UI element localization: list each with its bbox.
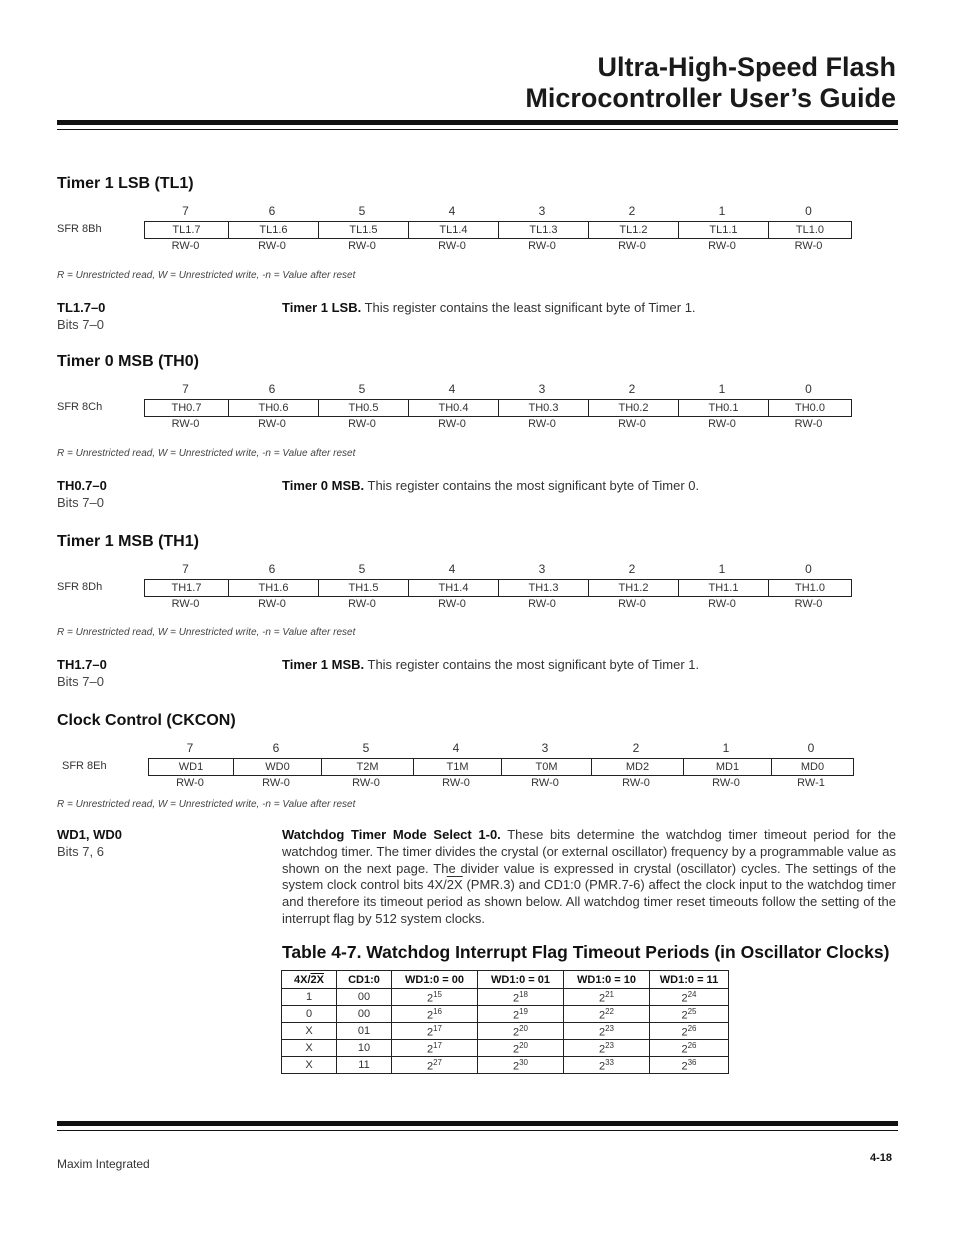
footer-rule-thin <box>57 1130 898 1131</box>
header-rule-thick <box>57 120 898 125</box>
reset-value: RW-0 <box>176 777 204 789</box>
power-base: 2 <box>426 1043 434 1056</box>
reset-value: RW-0 <box>708 418 736 430</box>
register-bit-cell: TH1.6 <box>228 580 318 596</box>
header-title-line1: Ultra-High-Speed Flash <box>597 52 896 82</box>
register-legend: R = Unrestricted read, W = Unrestricted write, -n = Value after reset <box>57 448 356 459</box>
power-base: 2 <box>681 1043 688 1056</box>
bit-number: 5 <box>358 562 366 576</box>
power-base: 2 <box>598 1043 606 1056</box>
bit-number: 5 <box>358 382 366 396</box>
bit-number: 3 <box>538 382 546 396</box>
field-name: TL1.7–0 <box>57 300 106 315</box>
cell-timeout <box>564 989 650 1006</box>
bit-number: 6 <box>268 562 276 576</box>
bit-number: 7 <box>182 382 189 396</box>
power-base: 2 <box>681 1009 688 1022</box>
register-bit-cell: TL1.2 <box>588 222 678 238</box>
header-4x-text: 4X/ <box>294 973 311 986</box>
power-exponent: 22 <box>605 1006 615 1016</box>
bit-number: 1 <box>718 562 726 576</box>
sfr-address: SFR 8Dh <box>57 581 103 593</box>
register-bit-cell: TL1.6 <box>228 222 318 238</box>
footer-rule-thick <box>57 1121 898 1126</box>
field-description-text: This register contains the most significant byte of Timer 0. <box>364 478 700 493</box>
register-reset-row <box>144 598 850 610</box>
field-name: WD1, WD0 <box>57 827 122 842</box>
bit-number: 3 <box>538 562 546 576</box>
reset-value: RW-0 <box>528 598 556 610</box>
power-base: 2 <box>512 992 520 1005</box>
field-description-text: This register contains the least significant byte of Timer 1. <box>361 300 696 315</box>
header-4x-overline: 2X <box>310 973 324 986</box>
reset-value: RW-0 <box>442 777 470 789</box>
power-base: 2 <box>426 992 434 1005</box>
watchdog-description-part1: These bits determine the watchdog timer timeout period for the watchdog timer. The timer divides the crystal (or external oscillator) frequency by a programmable value as shown on the next page. The divider value is expressed in crystal (oscillator) cycles. The settings of the system clock control bits 4X/ <box>282 827 896 893</box>
reset-value: RW-0 <box>794 418 823 430</box>
bit-number: 2 <box>628 382 636 396</box>
reset-value: RW-0 <box>258 240 286 252</box>
power-exponent: 19 <box>519 1006 529 1016</box>
cell-4x: 0 <box>282 1006 337 1023</box>
bit-number: 4 <box>448 562 456 576</box>
table-row <box>282 1040 729 1057</box>
register-bit-cell: TH0.2 <box>588 400 678 416</box>
reset-value: RW-0 <box>438 418 466 430</box>
power-exponent: 18 <box>519 989 529 999</box>
cell-timeout <box>650 989 729 1006</box>
cell-4x: X <box>282 1040 337 1057</box>
power-exponent: 27 <box>433 1057 443 1067</box>
bit-number: 3 <box>538 204 546 218</box>
register-bit-cell: TH0.1 <box>678 400 768 416</box>
bit-number: 2 <box>632 741 640 755</box>
field-bits: Bits 7–0 <box>57 674 104 689</box>
register-legend: R = Unrestricted read, W = Unrestricted write, -n = Value after reset <box>57 799 356 810</box>
cell-timeout <box>478 1006 564 1023</box>
register-bit-cell: MD2 <box>591 759 683 775</box>
table-header-wd10: WD1:0 = 10 <box>564 971 650 989</box>
register-bit-cell: TH1.4 <box>408 580 498 596</box>
reset-value: RW-0 <box>438 240 466 252</box>
cell-timeout <box>478 1040 564 1057</box>
cell-timeout <box>392 1023 478 1040</box>
bit-number: 6 <box>268 382 276 396</box>
register-bit-cell: TH0.6 <box>228 400 318 416</box>
reset-value: RW-0 <box>618 598 646 610</box>
section-title: Timer 1 MSB (TH1) <box>57 533 199 550</box>
power-exponent: 16 <box>433 1006 443 1016</box>
field-description-heading: Timer 1 MSB. <box>282 657 365 672</box>
reset-value: RW-0 <box>352 777 380 789</box>
watchdog-timeout-table <box>281 970 729 1074</box>
table-header-cd: CD1:0 <box>337 971 392 989</box>
section-title: Clock Control (CKCON) <box>57 712 236 729</box>
bit-number: 5 <box>358 204 366 218</box>
table-header-wd00: WD1:0 = 00 <box>392 971 478 989</box>
register-bit-cell: TH0.4 <box>408 400 498 416</box>
reset-value: RW-0 <box>618 240 646 252</box>
register-bit-cell: TH1.7 <box>171 582 202 594</box>
cell-timeout <box>650 1040 729 1057</box>
field-description-text: This register contains the most significant byte of Timer 1. <box>364 657 700 672</box>
register-bit-cell: TL1.7 <box>172 224 201 236</box>
cell-4x: X <box>282 1023 337 1040</box>
cell-cd: 00 <box>337 989 392 1006</box>
power-exponent: 25 <box>687 1006 697 1016</box>
power-base: 2 <box>512 1060 520 1073</box>
cell-cd: 11 <box>337 1057 392 1074</box>
reset-value: RW-0 <box>171 418 200 430</box>
field-bits: Bits 7–0 <box>57 317 104 332</box>
footer-page-number: 4-18 <box>869 1152 892 1164</box>
register-bit-cell: TH1.1 <box>678 580 768 596</box>
table-row <box>282 1006 729 1023</box>
page-header-title <box>525 52 896 114</box>
reset-value: RW-0 <box>171 598 200 610</box>
watchdog-description-part2: (PMR.3) and CD1:0 (PMR.7-6) affect the clock input to the watchdog timer and therefore its timeout period as shown below. All watchdog timer reset timeouts follow the setting of the interrupt flag by 512 system clocks. <box>282 877 897 926</box>
register-bit-row <box>144 399 852 417</box>
register-bit-cell: TH0.5 <box>318 400 408 416</box>
reset-value: RW-0 <box>258 598 286 610</box>
sfr-address: SFR 8Ch <box>57 401 103 413</box>
cell-timeout <box>564 1057 650 1074</box>
bit-number: 4 <box>448 382 456 396</box>
register-bit-cell: MD0 <box>771 759 853 775</box>
power-base: 2 <box>598 992 606 1005</box>
bit-number: 0 <box>805 562 812 576</box>
cell-4x: X <box>282 1057 337 1074</box>
register-bit-cell: TL1.5 <box>318 222 408 238</box>
bit-number-row <box>144 562 850 576</box>
bit-number: 0 <box>805 204 812 218</box>
reset-value: RW-0 <box>712 777 740 789</box>
power-exponent: 20 <box>519 1023 529 1033</box>
bit-number: 2 <box>628 204 636 218</box>
power-base: 2 <box>426 1026 434 1039</box>
register-bit-cell: TH0.3 <box>498 400 588 416</box>
cell-timeout <box>564 1006 650 1023</box>
power-base: 2 <box>512 1026 520 1039</box>
register-bit-row <box>144 579 852 597</box>
sfr-address: SFR 8Eh <box>62 760 107 772</box>
cell-timeout <box>650 1057 729 1074</box>
reset-value: RW-0 <box>618 418 646 430</box>
header-title-line2: Microcontroller User’s Guide <box>525 83 896 113</box>
cell-timeout <box>392 1057 478 1074</box>
bit-number: 2 <box>628 562 636 576</box>
power-exponent: 26 <box>687 1023 697 1033</box>
reset-value: RW-0 <box>348 240 376 252</box>
table-header-4x <box>282 971 337 989</box>
power-exponent: 33 <box>605 1057 615 1067</box>
table-header-wd01: WD1:0 = 01 <box>478 971 564 989</box>
register-legend: R = Unrestricted read, W = Unrestricted write, -n = Value after reset <box>57 627 356 638</box>
power-exponent: 15 <box>433 989 443 999</box>
bit-number: 7 <box>182 562 189 576</box>
register-bit-cell: TH1.3 <box>498 580 588 596</box>
reset-value: RW-0 <box>258 418 286 430</box>
field-description-heading: Timer 0 MSB. <box>282 478 365 493</box>
register-legend: R = Unrestricted read, W = Unrestricted write, -n = Value after reset <box>57 270 356 281</box>
reset-value: RW-0 <box>794 598 823 610</box>
section-title: Timer 1 LSB (TL1) <box>57 175 194 192</box>
bit-number-row <box>144 382 850 396</box>
power-base: 2 <box>681 1026 688 1039</box>
power-base: 2 <box>598 1009 606 1022</box>
power-exponent: 17 <box>433 1040 443 1050</box>
power-base: 2 <box>512 1009 520 1022</box>
bit-number: 0 <box>807 741 815 755</box>
cell-timeout <box>564 1023 650 1040</box>
power-base: 2 <box>426 1009 434 1022</box>
register-bit-row <box>148 758 854 776</box>
reset-value: RW-0 <box>528 418 556 430</box>
bit-number: 0 <box>805 382 812 396</box>
register-bit-cell: WD0 <box>233 759 321 775</box>
reset-value: RW-0 <box>708 598 736 610</box>
register-bit-cell: TH1.2 <box>588 580 678 596</box>
power-exponent: 23 <box>605 1023 615 1033</box>
cell-timeout <box>392 1040 478 1057</box>
reset-value: RW-0 <box>262 777 290 789</box>
power-exponent: 30 <box>519 1057 529 1067</box>
power-exponent: 23 <box>605 1040 615 1050</box>
bit-number-row <box>148 741 852 755</box>
bit-number: 1 <box>722 741 730 755</box>
power-base: 2 <box>426 1060 434 1073</box>
reset-value: RW-1 <box>797 777 825 789</box>
bit-number: 3 <box>541 741 549 755</box>
table-body <box>282 989 729 1074</box>
register-bit-cell: TL1.3 <box>498 222 588 238</box>
power-exponent: 17 <box>433 1023 443 1033</box>
watchdog-description <box>282 827 896 928</box>
register-bit-cell: WD1 <box>178 761 204 773</box>
table-header-wd11: WD1:0 = 11 <box>650 971 729 989</box>
reset-value: RW-0 <box>171 240 200 252</box>
table-row <box>282 1023 729 1040</box>
register-reset-row <box>144 240 850 252</box>
cell-cd: 00 <box>337 1006 392 1023</box>
reset-value: RW-0 <box>438 598 466 610</box>
watchdog-description-heading: Watchdog Timer Mode Select 1-0. <box>282 827 501 842</box>
field-bits: Bits 7, 6 <box>57 844 104 859</box>
power-exponent: 24 <box>687 989 697 999</box>
bit-number: 1 <box>718 382 726 396</box>
bit-number: 7 <box>182 204 189 218</box>
register-bit-cell: T0M <box>501 759 591 775</box>
register-bit-cell: MD1 <box>683 759 771 775</box>
power-exponent: 20 <box>519 1040 529 1050</box>
table-row <box>282 1057 729 1074</box>
bit-number: 7 <box>186 741 194 755</box>
field-name: TH0.7–0 <box>57 478 107 493</box>
cell-timeout <box>564 1040 650 1057</box>
bit-number-row <box>144 204 850 218</box>
register-reset-row <box>148 777 852 789</box>
power-base: 2 <box>598 1060 606 1073</box>
cell-timeout <box>478 1023 564 1040</box>
power-exponent: 21 <box>605 989 615 999</box>
cell-timeout <box>392 1006 478 1023</box>
field-description-heading: Timer 1 LSB. <box>282 300 362 315</box>
register-bit-cell: TH1.0 <box>768 580 851 596</box>
cell-4x: 1 <box>282 989 337 1006</box>
table-header-row <box>282 971 729 989</box>
bit-number: 4 <box>452 741 460 755</box>
field-bits: Bits 7–0 <box>57 495 104 510</box>
section-title: Timer 0 MSB (TH0) <box>57 353 199 370</box>
register-bit-row <box>144 221 852 239</box>
header-rule-thin <box>57 129 898 130</box>
bit-number: 6 <box>272 741 280 755</box>
table-row <box>282 989 729 1006</box>
register-bit-cell: TH0.7 <box>171 402 202 414</box>
field-description <box>282 300 696 315</box>
reset-value: RW-0 <box>528 240 556 252</box>
register-bit-cell: TH1.5 <box>318 580 408 596</box>
bit-number: 1 <box>718 204 726 218</box>
cell-timeout <box>478 989 564 1006</box>
reset-value: RW-0 <box>348 418 376 430</box>
bit-number: 5 <box>362 741 370 755</box>
reset-value: RW-0 <box>794 240 823 252</box>
cell-cd: 10 <box>337 1040 392 1057</box>
reset-value: RW-0 <box>708 240 736 252</box>
power-exponent: 36 <box>687 1057 697 1067</box>
reset-value: RW-0 <box>531 777 559 789</box>
field-description <box>282 478 699 493</box>
field-description <box>282 657 699 672</box>
footer-company: Maxim Integrated <box>57 1157 150 1171</box>
power-base: 2 <box>598 1026 606 1039</box>
bit-number: 6 <box>268 204 276 218</box>
sfr-address: SFR 8Bh <box>57 223 102 235</box>
register-bit-cell: TL1.1 <box>678 222 768 238</box>
reset-value: RW-0 <box>348 598 376 610</box>
cell-timeout <box>392 989 478 1006</box>
cell-timeout <box>650 1023 729 1040</box>
table-caption: Table 4-7. Watchdog Interrupt Flag Timeout Periods (in Oscillator Clocks) <box>282 942 890 962</box>
power-base: 2 <box>681 1060 688 1073</box>
power-exponent: 26 <box>687 1040 697 1050</box>
cell-timeout <box>478 1057 564 1074</box>
register-bit-cell: T1M <box>413 759 501 775</box>
field-name: TH1.7–0 <box>57 657 107 672</box>
cell-timeout <box>650 1006 729 1023</box>
register-bit-cell: TL1.0 <box>768 222 851 238</box>
watchdog-description-overline: 2X <box>446 877 463 893</box>
cell-cd: 01 <box>337 1023 392 1040</box>
register-bit-cell: T2M <box>321 759 413 775</box>
power-base: 2 <box>681 992 688 1005</box>
bit-number: 4 <box>448 204 456 218</box>
power-base: 2 <box>512 1043 520 1056</box>
register-bit-cell: TL1.4 <box>408 222 498 238</box>
reset-value: RW-0 <box>622 777 650 789</box>
register-bit-cell: TH0.0 <box>768 400 851 416</box>
register-reset-row <box>144 418 850 430</box>
